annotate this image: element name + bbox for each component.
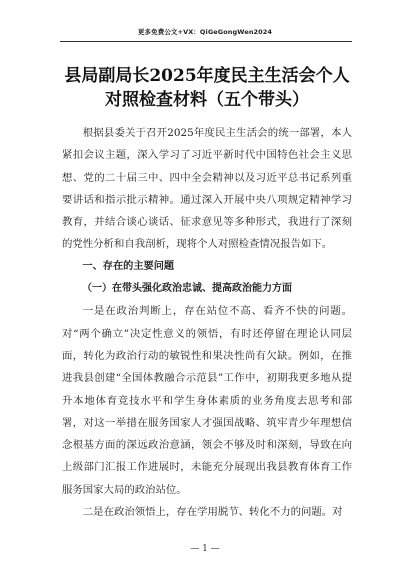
body-paragraph-1: 一是在政治判断上，存在站位不高、看齐不快的问题。对“两个确立”决定性意义的领悟，有时还停留在理论认同层面，转化为政治行动的敏锐性和果决性尚有欠缺。例如，在推进我县创建“全国体教融合示范县”工作中，初期我更多地从提升本地体育竞技水平和学生身体素质的业务角度去思考和部署，对这一举措在服务国家人才强国战略、筑牢青少年理想信念根基方面的深远政治意涵，领会不够及时和深刻，导致在向上级部门汇报工作进展时，未能充分展现出我县教育体育工作服务国家大局的政治站位。 [62,305,352,496]
section-heading: 一、存在的主要问题 [82,260,175,272]
document-body [62,122,352,523]
page-number: — 1 — [190,544,220,554]
header-divider [60,41,352,42]
document-title: 县局副局长2025年度民主生活会个人对照检查材料（五个带头） [64,66,350,110]
header-note: 更多免费公文+VX：QiGeGongWen2024 [137,28,273,36]
body-paragraph-2: 二是在政治领悟上，存在学用脱节、转化不力的问题。对 [82,506,343,519]
intro-paragraph: 根据县委关于召开2025年度民主生活会的统一部署，本人紧扣会议主题，深入学习了习近平新时代中国特色社会主义思想、党的二十届三中、四中全会精神以及习近平总书记系列重要讲话和指示批示精神。通过深入开展中央八项规定精神学习教育，并结合谈心谈话、征求意见等多种形式，我进行了深刻的党性分析和自我剖析，现将个人对照检查情况报告如下。 [62,127,352,251]
subsection-heading: （一）在带头强化政治忠诚、提高政治能力方面 [82,283,292,295]
